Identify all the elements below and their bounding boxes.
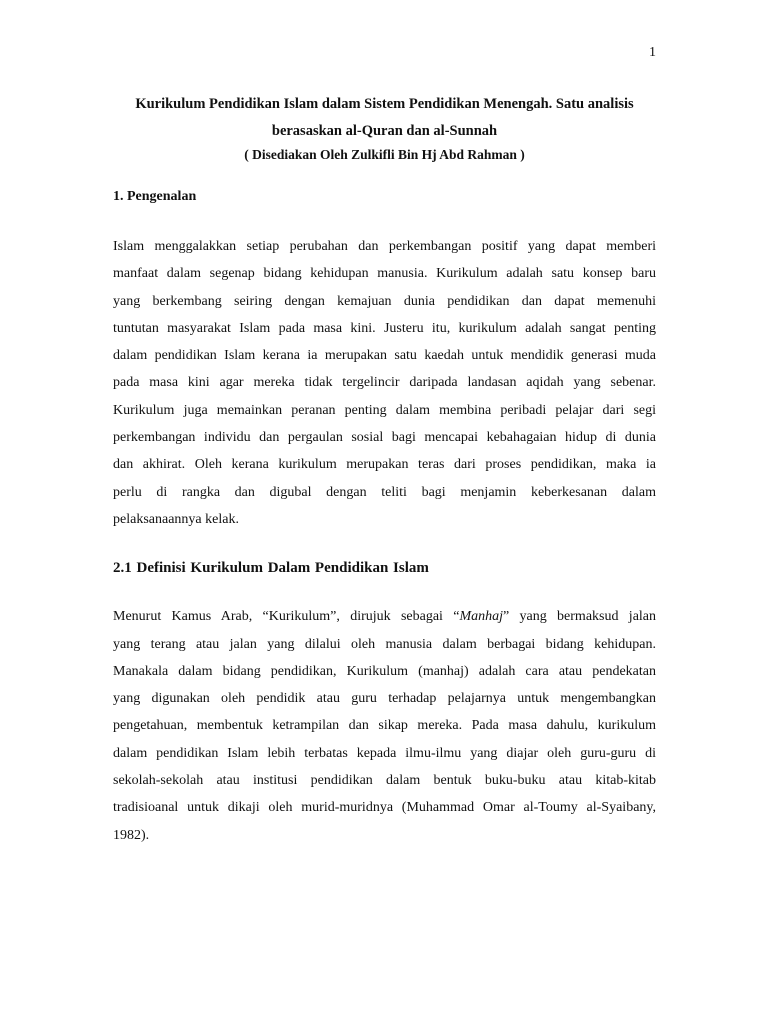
paragraph-line: Manakala dalam bidang pendidikan, Kurikulum (manhaj) adalah cara atau pendekatan — [113, 663, 656, 679]
author-line: ( Disediakan Oleh Zulkifli Bin Hj Abd Rahman ) — [244, 147, 525, 162]
paragraph-line — [113, 603, 656, 630]
paragraph-line: pelaksanaannya kelak. — [113, 511, 239, 527]
paragraph-line: Islam menggalakkan setiap perubahan dan perkembangan positif yang dapat memberi — [113, 239, 656, 254]
line-text: ” yang bermaksud jalan — [503, 609, 657, 625]
document-body — [113, 91, 656, 849]
paragraph-line: dan akhirat. Oleh kerana kurikulum merupakan teras dari proses pendidikan, maka ia — [113, 457, 656, 473]
paragraph-line: perlu di rangka dan digubal dengan teliti bagi menjamin keberkesanan dalam — [113, 484, 656, 500]
paragraph-line: 1982). — [113, 827, 150, 843]
title-line-2: berasaskan al-Quran dan al-Sunnah — [271, 123, 498, 139]
paragraph-line: Kurikulum juga memainkan peranan penting dalam membina peribadi pelajar dari segi — [113, 402, 656, 418]
paragraph-line: yang berkembang seiring dengan kemajuan dunia pendidikan dan dapat memenuhi — [113, 293, 656, 309]
section-heading-pengenalan: 1. Pengenalan — [113, 189, 197, 204]
paragraph-line: perkembangan individu dan pergaulan sosial bagi mencapai kebahagaian hidup di dunia — [113, 430, 656, 446]
manhaj-term: Manhaj — [459, 609, 504, 625]
title-line-1: Kurikulum Pendidikan Islam dalam Sistem Pendidikan Menengah. Satu analisis — [135, 96, 634, 112]
paragraph-line: yang digunakan oleh pendidik atau guru terhadap pelajarnya untuk mengembangkan — [113, 691, 656, 707]
paragraph-line: dalam pendidikan Islam kerana ia merupakan satu kaedah untuk mendidik generasi muda — [113, 348, 656, 364]
line-text: Menurut Kamus Arab, “Kurikulum”, dirujuk sebagai “ — [113, 609, 460, 625]
paragraph-line: pada masa kini agar mereka tidak tergelincir daripada landasan aqidah yang sebenar. — [113, 375, 656, 391]
paragraph-line: dalam pendidikan Islam lebih terbatas kepada ilmu-ilmu yang diajar oleh guru-guru di — [113, 745, 656, 761]
paragraph-line: yang terang atau jalan yang dilalui oleh manusia dalam berbagai bidang kehidupan. — [113, 636, 656, 652]
paragraph-line: sekolah-sekolah atau institusi pendidikan dalam bentuk buku-buku atau kitab-kitab — [113, 773, 656, 789]
paragraph-line: tuntutan masyarakat Islam pada masa kini. Justeru itu, kurikulum adalah sangat penting — [113, 320, 656, 336]
page-number: 1 — [649, 45, 656, 60]
paragraph-line: manfaat dalam segenap bidang kehidupan manusia. Kurikulum adalah satu konsep baru — [113, 266, 656, 282]
paragraph-line: pengetahuan, membentuk ketrampilan dan sikap mereka. Pada masa dahulu, kurikulum — [113, 718, 656, 734]
section-heading-definisi: 2.1 Definisi Kurikulum Dalam Pendidikan Islam — [113, 560, 429, 577]
document-title — [113, 91, 656, 145]
paragraph-pengenalan — [113, 233, 656, 533]
paragraph-definisi — [113, 603, 656, 849]
paragraph-line: tradisioanal untuk dikaji oleh murid-muridnya (Muhammad Omar al-Toumy al-Syaibany, — [113, 800, 656, 816]
